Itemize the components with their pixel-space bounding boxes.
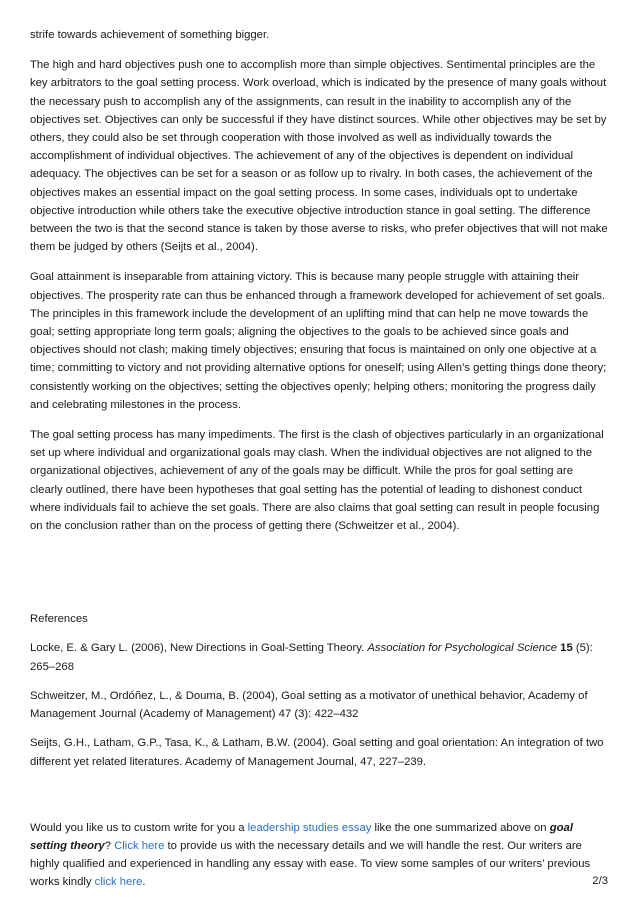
reference-locke-journal: Association for Psychological Science xyxy=(367,642,558,655)
reference-seijts: Seijts, G.H., Latham, G.P., Tasa, K., & Latham, B.W. (2004). Goal setting and goal orientation: An integration of two different yet related literatures. Academy of Management Journal, 47, 227–239. xyxy=(30,737,604,768)
reference-locke-volume: 15 xyxy=(560,642,573,655)
leadership-essay-link[interactable]: leadership studies essay xyxy=(247,821,372,834)
promo-text-4: to provide us with the necessary details and we will handle the rest. Our writers are highly qualified and experienced in handling any essay with ease. To view some samples of our writers’ previous works kindly xyxy=(30,839,591,889)
promo-text-3: ? xyxy=(104,839,111,852)
page-number: 2/3 xyxy=(592,875,608,887)
paragraph-goal-difficulty: The high and hard objectives push one to accomplish more than simple objectives. Sentimental principles are the key arbitrators to the goal setting process. Work overload, which is indicated by the presence of many goals without the necessary push to accomplish any of the assignments, can result in the inability to accomplish any of the objectives set. Objectives can only be successful if they have distinct sources. While other objectives may be set by others, they could also be set through cooperation with those involved as well as individually towards the accomplishment of individual objectives. The achievement of any of the objectives is dependent on individual adequacy. The objectives can be set for a season or as follow up to rivalry. In both cases, the achievement of the objectives makes an essential impact on the goal setting process. In some cases, individuals opt to undertake objective introduction while others take the executive objective introduction stance in goal setting. The difference between the two is that the second stance is taken by those averse to risks, who prefer objectives that will not make them be judged by others (Seijts et al., 2004). xyxy=(30,59,608,254)
paragraph-impediments: The goal setting process has many impediments. The first is the clash of objectives particularly in an organizational set up where individual and organizational goals may clash. When the individual objectives are not aligned to the organizational objectives, achievement of any of the goals may be difficult. While the pros for goal setting are clearly outlined, there have been hypotheses that goal setting has the potential of leading to dishonest conduct where individuals fail to achieve the set goals. There are also claims that goal setting can result in people focusing on the conclusion rather than on the process of getting there (Schweitzer et al., 2004). xyxy=(30,429,604,533)
section-spacer xyxy=(30,547,608,610)
click-here-details-link[interactable]: Click here xyxy=(114,839,165,852)
document-page xyxy=(30,26,608,892)
promo-paragraph xyxy=(30,819,608,892)
promo-text-1: Would you like us to custom write for you a xyxy=(30,821,245,834)
reference-schweitzer: Schweitzer, M., Ordóñez, L., & Douma, B. (2004), Goal setting as a motivator of unethical behavior, Academy of Management Journal (Academy of Management) 47 (3): 422–432 xyxy=(30,689,588,721)
promo-topic: goal setting theory xyxy=(30,821,573,852)
paragraph-goal-attainment: Goal attainment is inseparable from attaining victory. This is because many people struggle with attaining their objectives. The prosperity rate can thus be enhanced through a framework developed for achievement of set goals. The principles in this framework include the development of an uplifting mind that can help ne move towards the goal; setting appropriate long term goals; aligning the objectives to the goals to be achieved since goals and objectives should not clash; making timely objectives; ensuring that focus is maintained on only one objective at a time; committing to victory and not providing alternative options for oneself; using Allen’s getting things done theory; consistently working on the objectives; setting the objectives openly; helping others; monitoring the progress daily and celebrating milestones in the process. xyxy=(30,271,607,411)
reference-locke-authors: Locke, E. & Gary L. (2006), New Directions in Goal-Setting Theory. xyxy=(30,642,365,655)
promo-text-2: like the one summarized above on xyxy=(374,821,547,834)
references-heading: References xyxy=(30,613,88,626)
promo-text-5: . xyxy=(142,876,146,889)
click-here-samples-link[interactable]: click here xyxy=(94,876,143,889)
intro-line: strife towards achievement of something bigger. xyxy=(30,29,270,41)
reference-locke-pages: (5): 265–268 xyxy=(30,642,593,673)
reference-locke xyxy=(30,639,608,675)
